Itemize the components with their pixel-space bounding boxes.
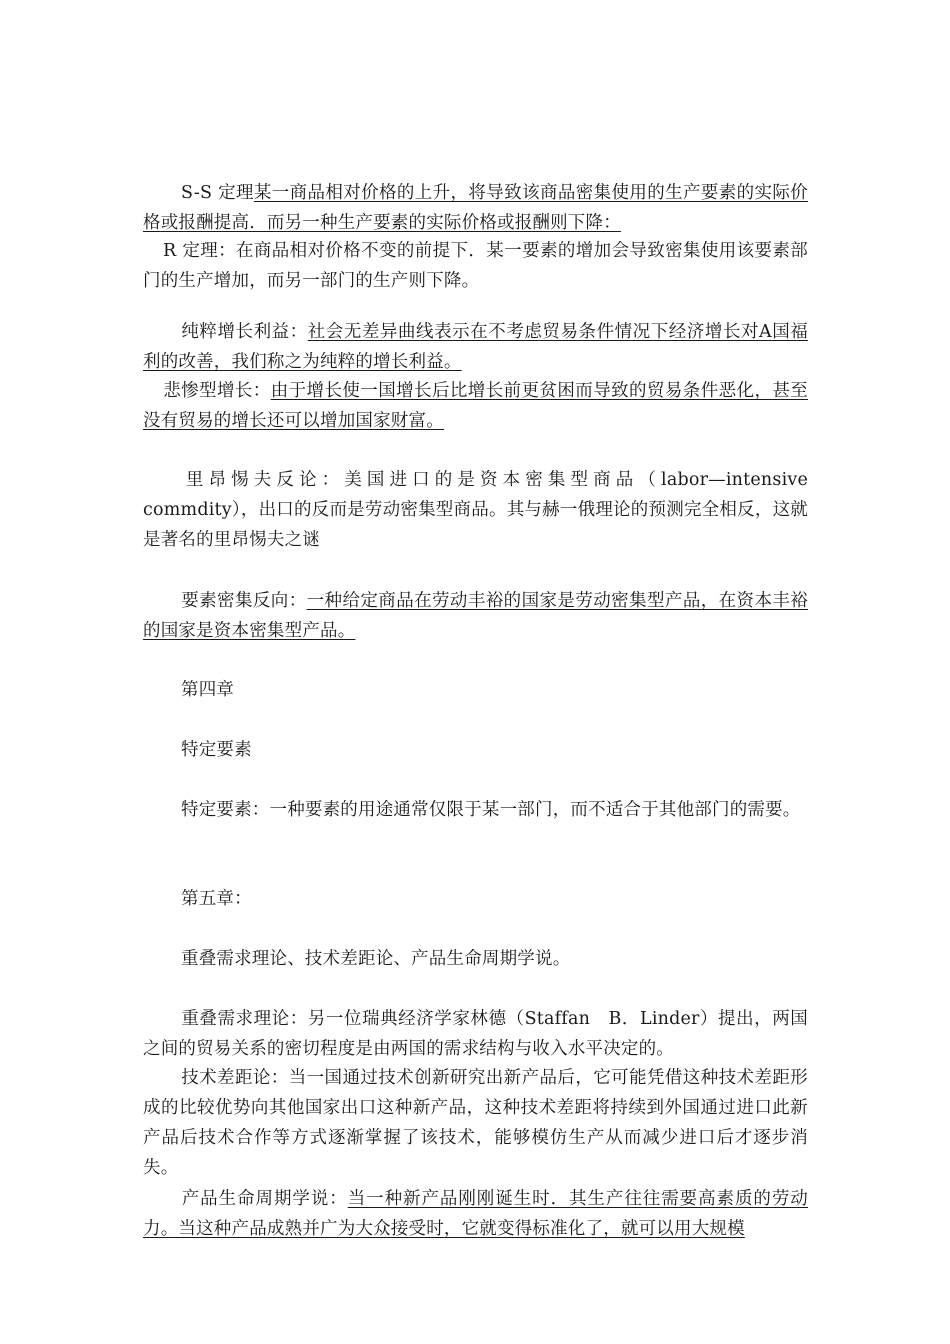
term-label: 产品生命周期学说： xyxy=(181,1189,348,1209)
chapter-five-heading xyxy=(143,884,808,914)
term-label: 重叠需求理论： xyxy=(181,1009,308,1029)
paragraph-pure-growth-benefit xyxy=(143,317,808,377)
definition-text: 一种给定商品在劳动丰裕的国家是劳动密集型产品，在资本丰裕的国家是资本密集型产品。 xyxy=(143,591,808,641)
section-theories-heading xyxy=(143,944,808,974)
heading-text: 第五章： xyxy=(181,889,252,909)
term-label: 要素密集反向： xyxy=(181,591,307,611)
definition-text: 一种要素的用途通常仅限于某一部门，而不适合于其他部门的需要。 xyxy=(269,800,801,820)
term-label: 里昂惕夫反论： xyxy=(181,470,345,490)
definition-text: 美国进口的是资本密集型商品（labor—intensive commdity），出口的反而是劳动密集型商品。其与赫一俄理论的预测完全相反，这就是著名的里昂惕夫之谜 xyxy=(143,470,809,550)
definition-text: 社会无差异曲线表示在不考虑贸易条件情况下经济增长对A国福利的改善，我们称之为纯粹的增长利益。 xyxy=(143,322,808,372)
definition-text: 当一种新产品刚刚诞生时．其生产往往需要高素质的劳动力。当这种产品成熟并广为大众接受时，它就变得标准化了，就可以用大规模 xyxy=(143,1189,808,1239)
heading-text: 第四章 xyxy=(181,680,235,700)
term-label: 技术差距论： xyxy=(181,1068,289,1088)
term-label: 特定要素： xyxy=(181,800,270,820)
paragraph-overlapping-demand xyxy=(143,1004,808,1064)
term-label: 悲惨型增长： xyxy=(163,381,271,401)
definition-text: 另一位瑞典经济学家林德（Staffan B．Linder）提出，两国之间的贸易关系的密切程度是由两国的需求结构与收入水平决定的。 xyxy=(143,1009,808,1059)
paragraph-immiserizing-growth xyxy=(143,376,808,436)
definition-text: 由于增长使一国增长后比增长前更贫困而导致的贸易条件恶化，甚至没有贸易的增长还可以增加国家财富。 xyxy=(143,381,808,431)
definition-text: 在商品相对价格不变的前提下．某一要素的增加会导致密集使用该要素部门的生产增加，而另一部门的生产则下降。 xyxy=(143,241,808,291)
paragraph-factor-intensity-reversal xyxy=(143,586,808,646)
definition-text: 某一商品相对价格的上升，将导致该商品密集使用的生产要素的实际价格或报酬提高．而另一种生产要素的实际价格或报酬则下降： xyxy=(143,183,808,233)
paragraph-leontief-paradox xyxy=(143,465,808,555)
term-label: R 定理： xyxy=(163,241,236,261)
section-specific-factors-heading xyxy=(143,735,808,765)
definition-text: 当一国通过技术创新研究出新产品后，它可能凭借这种技术差距形成的比较优势向其他国家出口这种新产品，这种技术差距将持续到外国通过进口此新产品后技术合作等方式逐渐掌握了该技术，能够模仿生产从而减少进口后才逐步消失。 xyxy=(143,1068,808,1178)
paragraph-r-theorem xyxy=(143,236,808,296)
paragraph-ss-theorem xyxy=(143,178,808,238)
heading-text: 重叠需求理论、技术差距论、产品生命周期学说。 xyxy=(181,949,571,969)
paragraph-technology-gap xyxy=(143,1063,808,1183)
paragraph-specific-factors xyxy=(143,795,808,825)
chapter-four-heading xyxy=(143,675,808,705)
heading-text: 特定要素 xyxy=(181,740,252,760)
term-label: 纯粹增长利益： xyxy=(181,322,308,342)
term-label: S-S 定理 xyxy=(181,183,254,203)
paragraph-product-life-cycle xyxy=(143,1184,808,1244)
